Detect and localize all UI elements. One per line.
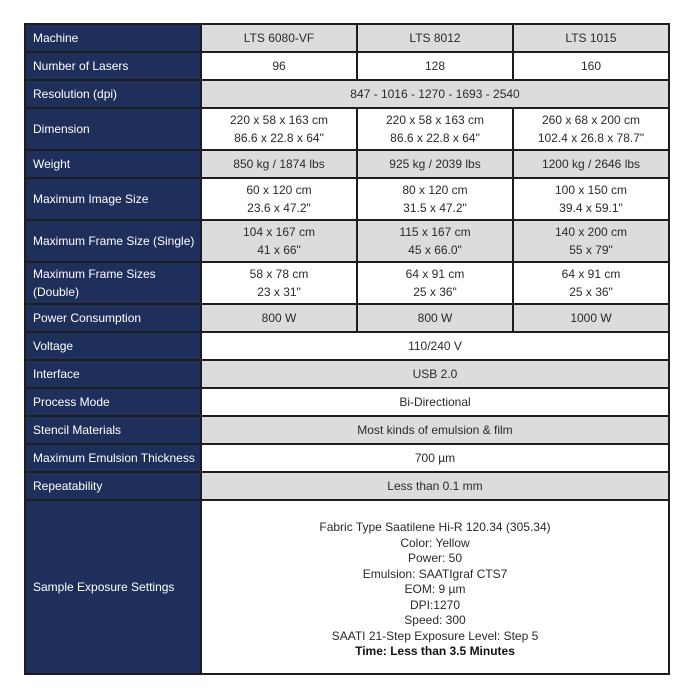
- row-frame-single: [25, 220, 669, 262]
- row-label: Power Consumption: [25, 304, 201, 332]
- metric-line: 104 x 167 cm: [242, 225, 316, 239]
- row-label: Voltage: [25, 332, 201, 360]
- cell-value: 128: [357, 52, 513, 80]
- cell-value: 700 µm: [201, 444, 669, 472]
- row-process-mode: [25, 388, 669, 416]
- row-label: Weight: [25, 150, 201, 178]
- metric-line: 64 x 91 cm: [405, 267, 465, 281]
- imperial-line: 55 x 79": [569, 243, 613, 257]
- metric-line: 220 x 58 x 163 cm: [385, 113, 485, 127]
- cell-value: 96: [201, 52, 357, 80]
- imperial-line: 86.6 x 22.8 x 64": [390, 131, 480, 145]
- row-label: Number of Lasers: [25, 52, 201, 80]
- cell-value: Most kinds of emulsion & film: [201, 416, 669, 444]
- cell-value: [357, 220, 513, 262]
- sample-line: DPI:1270: [409, 597, 461, 612]
- metric-line: 60 x 120 cm: [246, 183, 312, 197]
- cell-value: Bi-Directional: [201, 388, 669, 416]
- metric-line: 260 x 68 x 200 cm: [541, 113, 641, 127]
- cell-value: [357, 178, 513, 220]
- sample-settings: [201, 500, 669, 674]
- row-label: Maximum Image Size: [25, 178, 201, 220]
- row-label: Machine: [25, 24, 201, 52]
- cell-value: [201, 178, 357, 220]
- metric-line: 100 x 150 cm: [554, 183, 628, 197]
- cell-value: 800 W: [357, 304, 513, 332]
- sample-line: EOM: 9 µm: [404, 582, 466, 597]
- row-label: Maximum Frame Size (Single): [25, 220, 201, 262]
- row-label: Maximum Emulsion Thickness: [25, 444, 201, 472]
- row-voltage: [25, 332, 669, 360]
- row-interface: [25, 360, 669, 388]
- row-repeatability: [25, 472, 669, 500]
- imperial-line: 25 x 36": [569, 285, 613, 299]
- row-label: Interface: [25, 360, 201, 388]
- cell-value: USB 2.0: [201, 360, 669, 388]
- cell-value: 925 kg / 2039 lbs: [357, 150, 513, 178]
- metric-line: 220 x 58 x 163 cm: [229, 113, 329, 127]
- metric-line: 80 x 120 cm: [402, 183, 468, 197]
- row-label: Resolution (dpi): [25, 80, 201, 108]
- cell-value: 800 W: [201, 304, 357, 332]
- sample-line: Fabric Type Saatilene Hi-R 120.34 (305.34): [319, 520, 551, 535]
- imperial-line: 45 x 66.0": [408, 243, 462, 257]
- cell-value: [513, 108, 669, 150]
- row-lasers: [25, 52, 669, 80]
- cell-value: [357, 262, 513, 304]
- imperial-line: 86.6 x 22.8 x 64": [234, 131, 324, 145]
- row-label: Sample Exposure Settings: [25, 500, 201, 674]
- row-weight: [25, 150, 669, 178]
- row-frame-double: [25, 262, 669, 304]
- model-name: LTS 8012: [357, 24, 513, 52]
- cell-value: [513, 220, 669, 262]
- row-label: Repeatability: [25, 472, 201, 500]
- cell-value: 1000 W: [513, 304, 669, 332]
- cell-value: 847 - 1016 - 1270 - 1693 - 2540: [201, 80, 669, 108]
- metric-line: 140 x 200 cm: [554, 225, 628, 239]
- spec-table: [24, 23, 670, 675]
- row-dimension: [25, 108, 669, 150]
- metric-line: 58 x 78 cm: [249, 267, 309, 281]
- cell-value: [201, 262, 357, 304]
- row-label: Stencil Materials: [25, 416, 201, 444]
- row-stencil: [25, 416, 669, 444]
- model-name: LTS 6080-VF: [201, 24, 357, 52]
- cell-value: 110/240 V: [201, 332, 669, 360]
- metric-line: 64 x 91 cm: [561, 267, 621, 281]
- imperial-line: 23.6 x 47.2": [247, 201, 311, 215]
- sample-line: SAATI 21-Step Exposure Level: Step 5: [331, 628, 539, 643]
- row-max-image: [25, 178, 669, 220]
- row-sample-exposure: [25, 500, 669, 674]
- cell-value: 160: [513, 52, 669, 80]
- cell-value: Less than 0.1 mm: [201, 472, 669, 500]
- imperial-line: 23 x 31": [257, 285, 301, 299]
- cell-value: [513, 262, 669, 304]
- metric-line: 115 x 167 cm: [399, 225, 471, 239]
- imperial-line: 31.5 x 47.2": [403, 201, 467, 215]
- row-label: Dimension: [25, 108, 201, 150]
- row-power: [25, 304, 669, 332]
- cell-value: [513, 178, 669, 220]
- imperial-line: 102.4 x 26.8 x 78.7": [537, 131, 645, 145]
- cell-value: [201, 108, 357, 150]
- imperial-line: 41 x 66": [257, 243, 301, 257]
- row-resolution: [25, 80, 669, 108]
- row-emulsion-thickness: [25, 444, 669, 472]
- sample-line: Speed: 300: [404, 613, 466, 628]
- cell-value: [357, 108, 513, 150]
- cell-value: 850 kg / 1874 lbs: [201, 150, 357, 178]
- model-name: LTS 1015: [513, 24, 669, 52]
- row-label: Process Mode: [25, 388, 201, 416]
- sample-line: Power: 50: [407, 551, 463, 566]
- exposure-time-line: Time: Less than 3.5 Minutes: [355, 644, 515, 659]
- cell-value: [201, 220, 357, 262]
- imperial-line: 25 x 36": [413, 285, 457, 299]
- row-machine: [25, 24, 669, 52]
- sample-line: Emulsion: SAATIgraf CTS7: [362, 566, 508, 581]
- row-label: Maximum Frame Sizes (Double): [25, 262, 201, 304]
- cell-value: 1200 kg / 2646 lbs: [513, 150, 669, 178]
- sample-line: Color: Yellow: [400, 535, 470, 550]
- imperial-line: 39.4 x 59.1": [559, 201, 623, 215]
